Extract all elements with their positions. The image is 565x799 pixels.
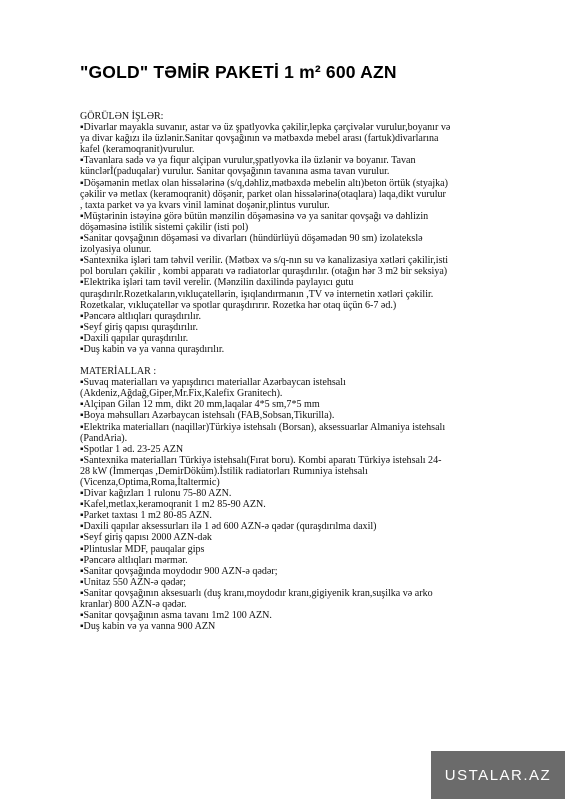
- work-line: quraşdırılr.Rozetkaların,vıkluçatellərin, işıqlandırmanın ,TV və internetin xətləri çəkilir.: [80, 288, 434, 300]
- work-line: ▪Divarlar mayakla suvanır, astar və üz şpatlyovka çəkilir,lepka çərçivələr vurulur,boyanır və: [80, 122, 451, 134]
- work-line: Rozetkalar, vıkluçatellər və spotlar quraşdırırır. Rozetka hər otaq üçün 6-7 əd.): [80, 299, 397, 311]
- materials-line: ▪Sanitar qovşağının asma tavanı 1m2 100 AZN.: [80, 610, 272, 622]
- materials-line: ▪Parket taxtası 1 m2 80-85 AZN.: [80, 510, 212, 522]
- work-line: ▪Daxili qapılar quraşdırılır.: [80, 332, 189, 344]
- materials-line: ▪Daxili qapılar aksessurları ilə 1 əd 600 AZN-ə qədər (quraşdırılma daxil): [80, 521, 377, 533]
- work-line: , taxta parket və ya kvars vinil laminat doşənir,plintus vurulur.: [80, 199, 330, 211]
- watermark-logo: USTALAR.AZ: [431, 751, 565, 799]
- materials-line: (PandAria).: [80, 432, 128, 444]
- work-line: ▪Döşəmənin metlax olan hissələrinə (s/q,dəhliz,mətbəxdə mebelin altı)beton örtük (styajka): [80, 177, 448, 189]
- materials-line: ▪Kafel,metlax,keramoqranit 1 m2 85-90 AZN.: [80, 499, 266, 511]
- work-line: çəkilir və metlax (keramoqranit) döşənir, parket olan hissələrinə(otaqlara) laqa,dikt vurulur: [80, 188, 446, 200]
- work-line: ▪Santexnika işləri tam təhvil verilir. (Mətbəx və s/q-nın su və kanalizasiya xətləri çəkilir,isti: [80, 255, 449, 267]
- work-line: ▪Sanitar qovşağının döşəməsi və divarları (hündürlüyü döşəmədən 90 sm) izolatekslə: [80, 233, 423, 245]
- work-line: ▪Duş kabin və ya vanna quraşdırılır.: [80, 343, 225, 355]
- work-line: künclərİ(paduqalar) vurulur. Sanitar qovşağının tavanına asma tavan vurulur.: [80, 166, 390, 178]
- materials-line: (Vicenza,Optima,Roma,İtaltermic): [80, 477, 220, 488]
- materials-line: (Akdeniz,Ağdağ,Giper,Mr.Fix,Kalefix Granitech).: [80, 388, 283, 400]
- materials-line: ▪Spotlar 1 əd. 23-25 AZN: [80, 443, 184, 455]
- materials-line: ▪Boya məhsulları Azərbaycan istehsalı (FAB,Sobsan,Tikurilla).: [80, 410, 335, 422]
- work-line: ▪Elektrika işləri tam təvil verelir. (Mənzilin daxilində paylayıcı gutu: [80, 277, 354, 289]
- work-line: ▪Tavanlara sadə və ya fiqur alçipan vurulur,şpatlyovka ilə üzlənir və boyanır. Tavan: [80, 155, 416, 167]
- materials-line: ▪Divar kağızları 1 rulonu 75-80 AZN.: [80, 488, 232, 500]
- materials-line: ▪Elektrika materialları (naqillər)Türkiyə istehsalı (Borsan), aksessuarlar Almaniya istehsalı: [80, 421, 446, 433]
- materials-line: ▪Pəncərə altlıqları mərmər.: [80, 554, 188, 566]
- work-line: izolyasiya olunur.: [80, 244, 152, 256]
- materials-line: 28 kW (İmmerqas ,DemirDöküm).İstilik radiatorları Rumıniya istehsalı: [80, 465, 368, 477]
- work-heading: GÖRÜLƏN İŞLƏR:: [80, 111, 164, 122]
- section-spacer: [80, 355, 530, 366]
- materials-line: ▪Duş kabin və ya vanna 900 AZN: [80, 621, 216, 633]
- work-line: döşəməsinə istilik sistemi çəkilir (isti pol): [80, 221, 249, 233]
- materials-line: ▪Sanitar qovşağında moydodır 900 AZN-ə qədər;: [80, 565, 278, 577]
- materials-line: ▪Sanitar qovşağının aksesuarlı (duş kranı,moydodır kranı,gigiyenik kran,suşilka və arko: [80, 587, 433, 599]
- materials-line: ▪Unitaz 550 AZN-ə qədər;: [80, 576, 186, 588]
- materials-list: [80, 377, 530, 632]
- work-list: [80, 122, 530, 355]
- work-line: ▪Müştərinin istəyinə görə bütün mənzilin döşəməsinə və ya sanitar qovşağı və dəhlizin: [80, 210, 429, 222]
- materials-line: ▪Seyf giriş qapısı 2000 AZN-dək: [80, 532, 212, 544]
- page-title: "GOLD" TƏMİR PAKETİ 1 m² 600 AZN: [80, 62, 397, 82]
- materials-line: ▪Suvaq materialları və yapışdırıcı materiallar Azərbaycan istehsalı: [80, 377, 346, 389]
- work-line: ya divar kağızı ilə üzlənir.Sanitar qovşağının və mətbəxdə mebel arası (fartuk)divarlarına: [80, 133, 439, 145]
- materials-heading: MATERİALLAR :: [80, 366, 157, 378]
- work-line: ▪Pəncərə altlıqları quraşdırılır.: [80, 310, 202, 322]
- materials-line: ▪Santexnika materialları Türkiyə istehsalı(Fırat boru). Kombi aparatı Türkiyə istehsalı 24-: [80, 454, 442, 466]
- work-line: kafel (keramoqranit)vurulur.: [80, 144, 195, 156]
- work-line: pol boruları çəkilir , kombi apparatı və radiatorlar quraşdırılır. (otağın hər 3 m2 bir seksiya): [80, 266, 448, 278]
- materials-line: ▪Alçipan Gilan 12 mm, dikt 20 mm,laqalar 4*5 sm,7*5 mm: [80, 399, 320, 411]
- materials-line: kranlar) 800 AZN-ə qədər.: [80, 599, 187, 611]
- materials-line: ▪Plintuslar MDF, pauqalar gips: [80, 543, 205, 555]
- document-body: [80, 111, 530, 632]
- work-line: ▪Seyf giriş qapısı quraşdırılır.: [80, 321, 198, 333]
